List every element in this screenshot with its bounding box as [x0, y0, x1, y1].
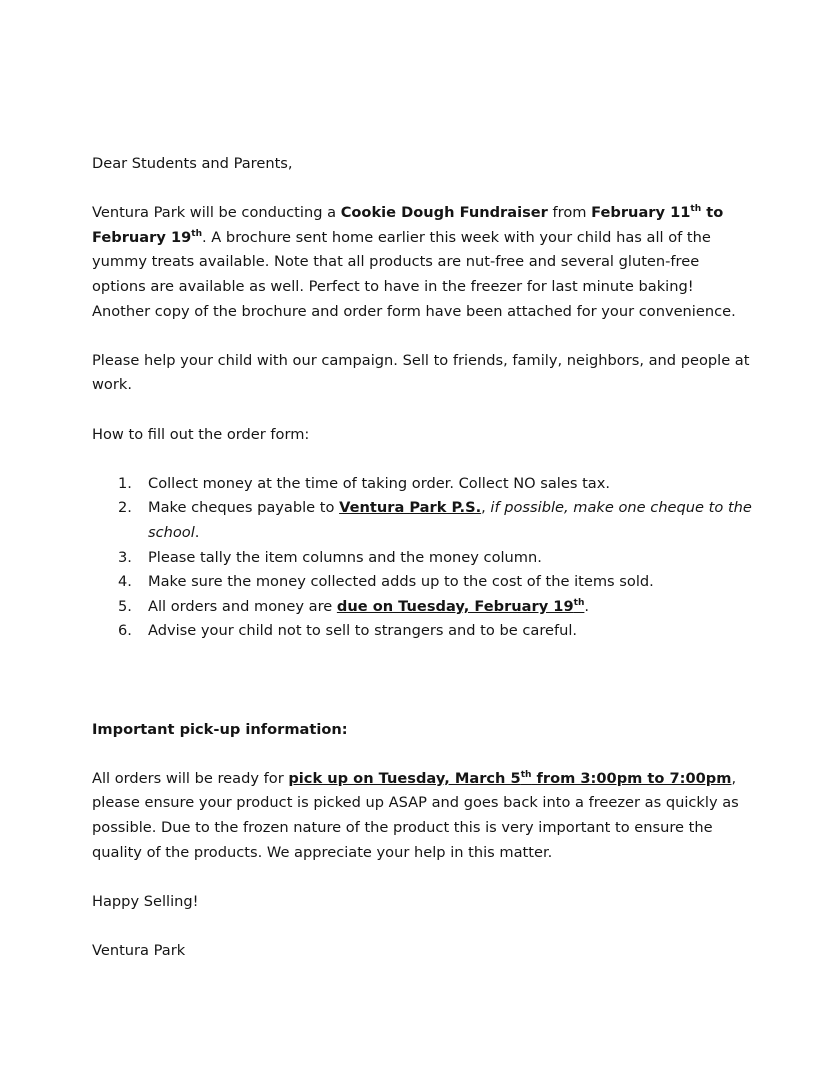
start-date-ordinal: th — [690, 204, 702, 215]
step-text-before: Advise your child not to sell to strangers and to be careful. — [148, 622, 578, 640]
intro-text-part1: Ventura Park will be conducting a — [92, 204, 341, 222]
help-paragraph: Please help your child with our campaign. Sell to friends, family, neighbors, and people at work. — [92, 351, 750, 394]
spacer-after-list-1 — [92, 644, 754, 669]
spacer-after-list-3 — [92, 693, 754, 718]
payee-name: Ventura Park P.S. — [339, 499, 482, 517]
order-form-steps — [92, 472, 754, 644]
list-item — [92, 570, 754, 595]
instructions-heading: How to fill out the order form: — [92, 425, 310, 443]
due-date-emphasis — [337, 598, 585, 615]
pickup-date-ordinal: th — [520, 769, 532, 780]
intro-text-part3: . A brochure sent home earlier this week with your child has all of the yummy treats available. Note that all products are nut-free and several gluten-free options are available as well. Perfect to have in the freezer for last minute baking! Another copy of the brochure and order form have been attached for your convenience. — [92, 228, 736, 320]
pickup-hours-text: from 3:00pm to 7:00pm — [531, 769, 732, 787]
campaign-name: Cookie Dough Fundraiser — [340, 204, 548, 222]
due-date-text: due on Tuesday, February 19 — [336, 597, 574, 615]
fundraiser-end-date: to February 19 — [92, 204, 724, 246]
signature-line: Ventura Park — [92, 942, 186, 959]
pickup-date-text: pick up on Tuesday, March 5 — [288, 769, 521, 787]
due-date-ordinal: th — [573, 597, 585, 608]
step-italic-note: if possible, make one cheque to the school — [148, 499, 752, 541]
list-item — [92, 496, 754, 545]
spacer-before-list — [92, 447, 754, 472]
intro-paragraph — [92, 201, 754, 324]
salutation: Dear Students and Parents, — [92, 155, 293, 172]
list-item — [92, 595, 754, 620]
closing-line: Happy Selling! — [92, 892, 199, 910]
step-text-before: Make sure the money collected adds up to the cost of the items sold. — [148, 573, 654, 591]
list-item — [92, 472, 754, 497]
pickup-text-part2: , please ensure your product is picked up ASAP and goes back into a freezer as quickly as possible. Due to the frozen nature of the product this is very important to ensure the quality of the products. We appreciate your help in this matter. — [92, 769, 739, 861]
end-date-ordinal: th — [191, 228, 203, 239]
pickup-paragraph — [92, 767, 754, 865]
step-text-after: , — [481, 499, 491, 517]
letter-body — [92, 152, 754, 964]
pickup-text-part1: All orders will be ready for — [92, 769, 289, 787]
pickup-time-emphasis — [288, 770, 731, 787]
step-text-before: Collect money at the time of taking order. Collect NO sales tax. — [148, 474, 611, 492]
fundraiser-start-date: February 11 — [591, 204, 691, 222]
spacer-after-list-2 — [92, 668, 754, 693]
step-text-before: Please tally the item columns and the money column. — [148, 548, 542, 566]
step-text-after: . — [584, 597, 590, 615]
step-period: . — [194, 523, 200, 541]
step-text-before: Make cheques payable to — [148, 499, 340, 517]
pickup-heading: Important pick-up information: — [92, 720, 348, 738]
step-text-before: All orders and money are — [148, 597, 337, 615]
list-item — [92, 546, 754, 571]
intro-text-part2: from — [547, 204, 592, 222]
list-item — [92, 619, 754, 644]
